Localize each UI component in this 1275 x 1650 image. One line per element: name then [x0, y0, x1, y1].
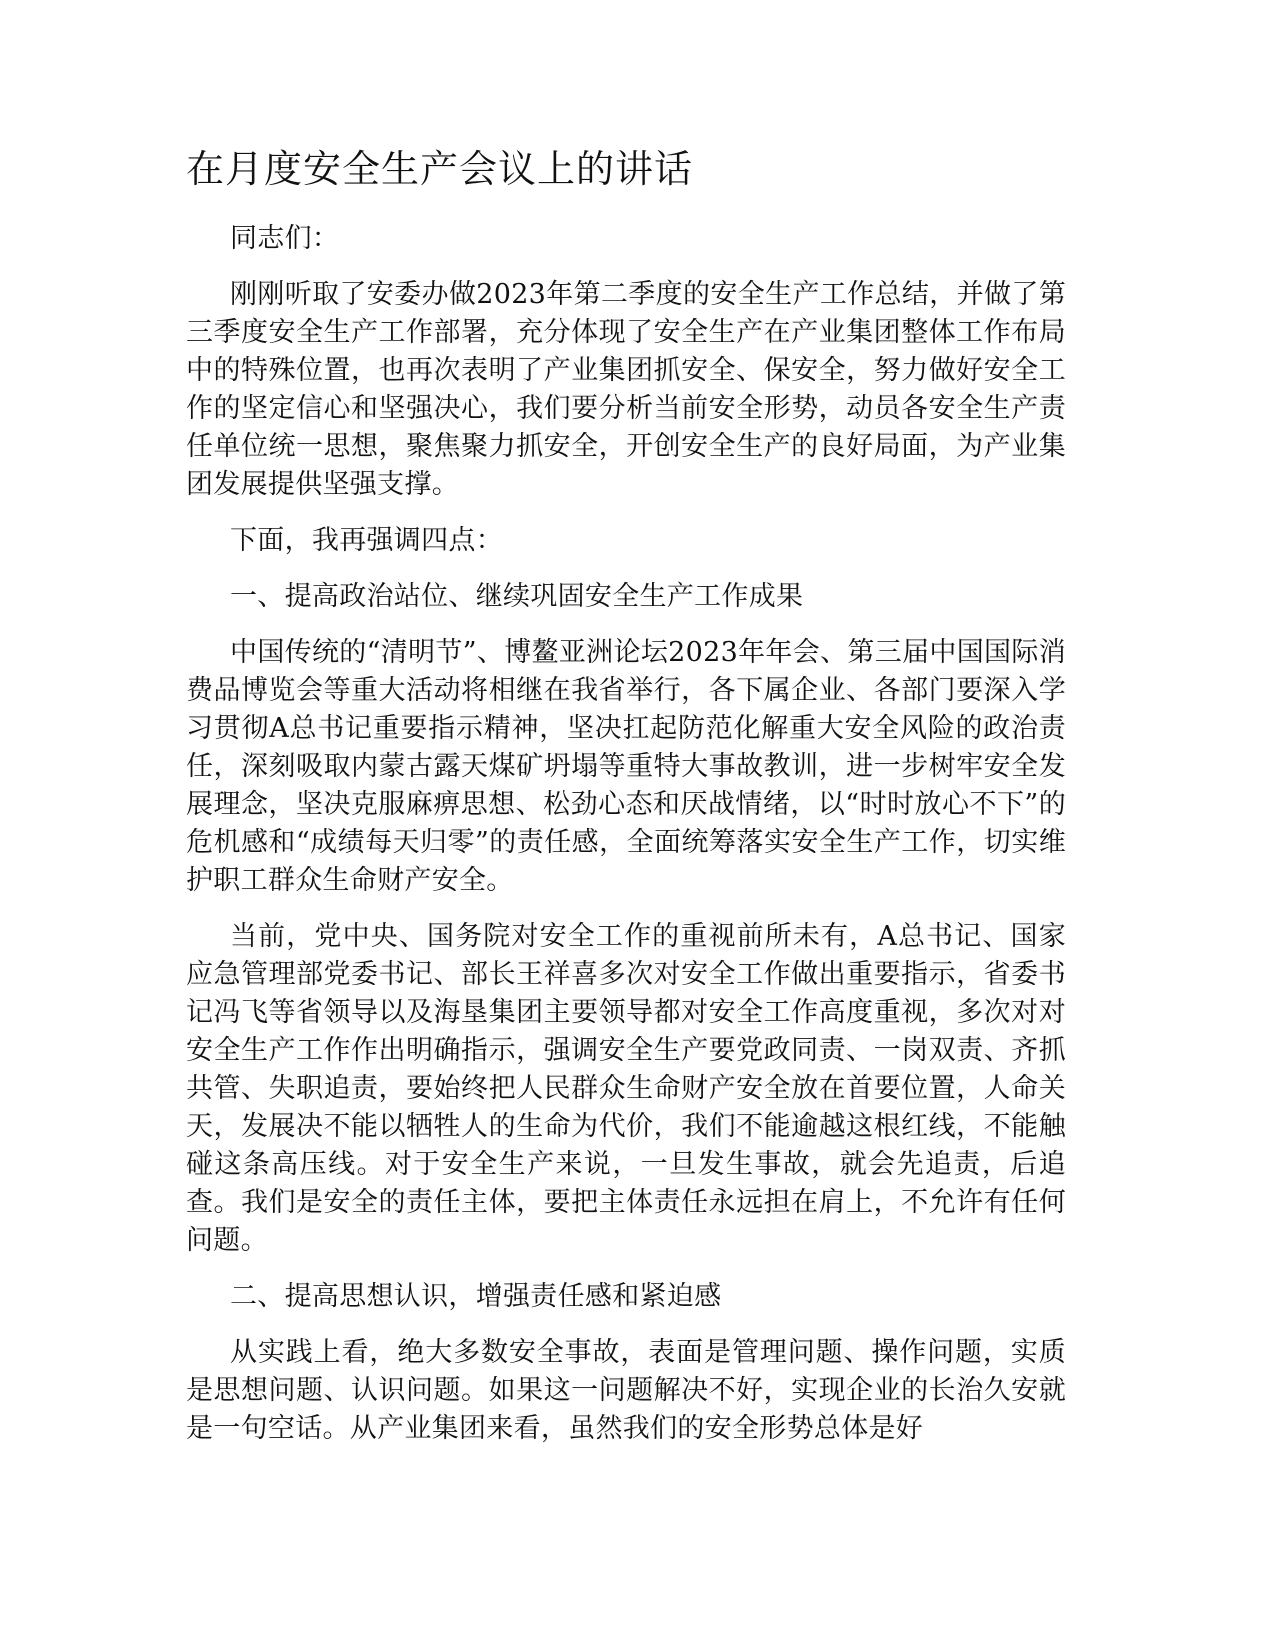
paragraph-section-2-a: 从实践上看，绝大多数安全事故，表面是管理问题、操作问题，实质是思想问题、认识问题。如果这一问题解决不好，实现企业的长治久安就是一句空话。从产业集团来看，虽然我们的安全形势总体是好	[186, 1337, 1066, 1444]
paragraph-transition: 下面，我再强调四点：	[230, 525, 503, 556]
paragraph-intro: 刚刚听取了安委办做2023年第二季度的安全生产工作总结，并做了第三季度安全生产工作部署，充分体现了安全生产在产业集团整体工作布局中的特殊位置，也再次表明了产业集团抓安全、保安全，努力做好安全工作的坚定信心和坚强决心，我们要分析当前安全形势，动员各安全生产责任单位统一思想，聚焦聚力抓安全，开创安全生产的良好局面，为产业集团发展提供坚强支撑。	[186, 279, 1066, 500]
document-title: 在月度安全生产会议上的讲话	[186, 147, 694, 191]
salutation: 同志们：	[230, 223, 340, 254]
paragraph-section-1-b: 当前，党中央、国务院对安全工作的重视前所未有，A总书记、国家应急管理部党委书记、部长王祥喜多次对安全工作做出重要指示，省委书记冯飞等省领导以及海垦集团主要领导都对安全工作高度重视，多次对对安全生产工作作出明确指示，强调安全生产要党政同责、一岗双责、齐抓共管、失职追责，要始终把人民群众生命财产安全放在首要位置，人命关天，发展决不能以牺牲人的生命为代价，我们不能逾越这根红线，不能触碰这条高压线。对于安全生产来说，一旦发生事故，就会先追责，后追查。我们是安全的责任主体，要把主体责任永远担在肩上，不允许有任何问题。	[186, 921, 1066, 1256]
paragraph-section-1-a: 中国传统的“清明节”、博鳌亚洲论坛2023年年会、第三届中国国际消费品博览会等重大活动将相继在我省举行，各下属企业、各部门要深入学习贯彻A总书记重要指示精神，坚决扛起防范化解重大安全风险的政治责任，深刻吸取内蒙古露天煤矿坍塌等重特大事故教训，进一步树牢安全发展理念，坚决克服麻痹思想、松劲心态和厌战情绪，以“时时放心不下”的危机感和“成绩每天归零”的责任感，全面统筹落实安全生产工作，切实维护职工群众生命财产安全。	[186, 637, 1066, 896]
section-heading-2: 二、提高思想认识，增强责任感和紧迫感	[230, 1281, 722, 1312]
document-page	[186, 140, 1066, 1466]
section-heading-1: 一、提高政治站位、继续巩固安全生产工作成果	[230, 581, 804, 612]
